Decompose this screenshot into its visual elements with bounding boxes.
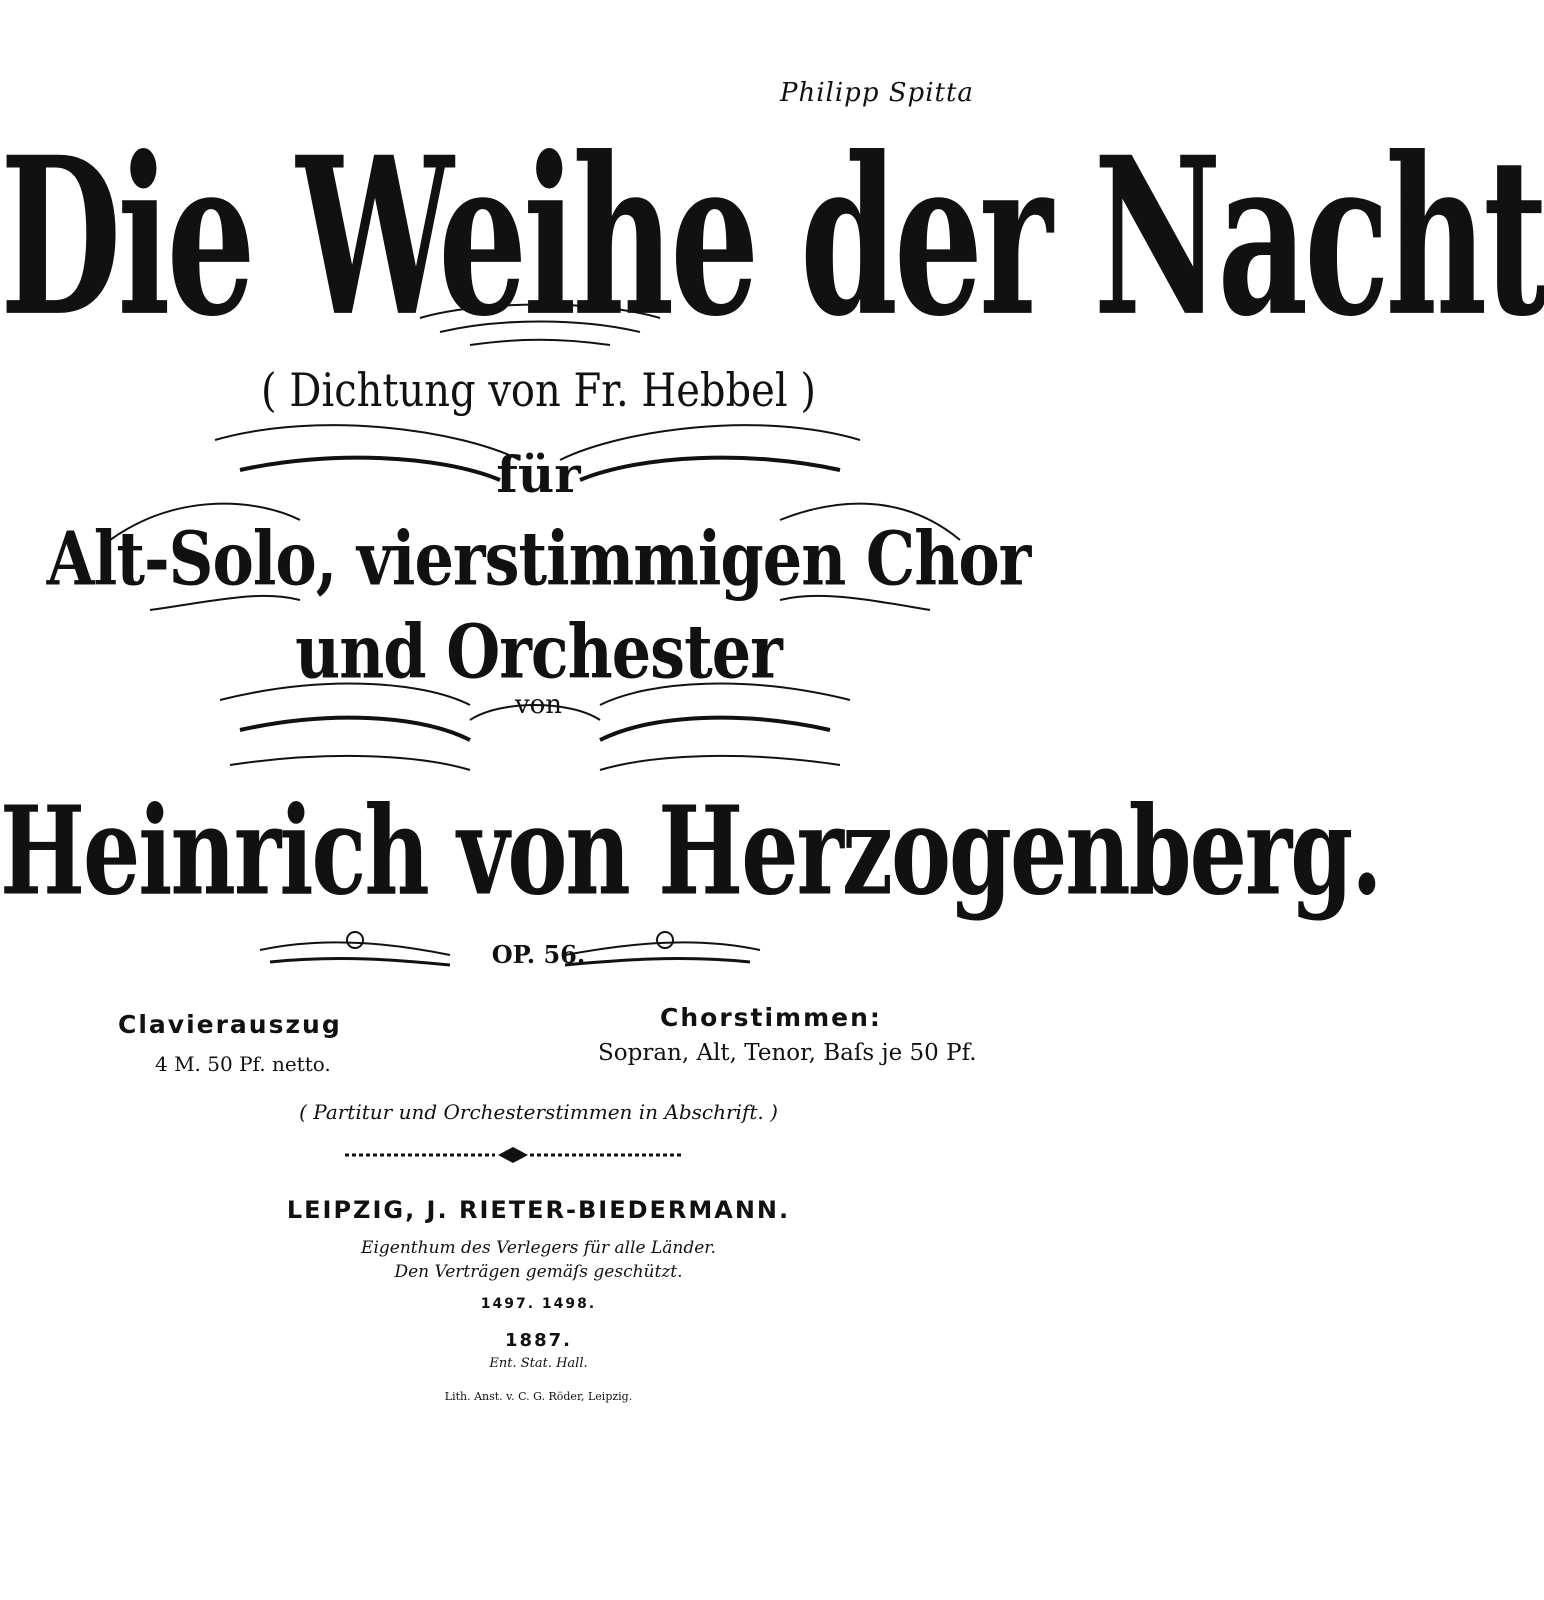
rights-line-2: Den Verträgen gemäſs geschützt. bbox=[394, 1262, 683, 1282]
choir-parts-label: Chorstimmen: bbox=[660, 1003, 882, 1032]
printer-credit: Lith. Anst. v. C. G. Röder, Leipzig. bbox=[444, 1390, 633, 1403]
for-label: für bbox=[496, 445, 581, 504]
piano-reduction-label: Clavierauszug bbox=[118, 1010, 342, 1039]
registration-note: Ent. Stat. Hall. bbox=[489, 1356, 588, 1371]
choir-parts-prices: Sopran, Alt, Tenor, Baſs je 50 Pf. bbox=[598, 1040, 977, 1066]
score-note: ( Partitur und Orchesterstimmen in Abschrift. ) bbox=[299, 1100, 778, 1124]
plate-numbers: 1497. 1498. bbox=[480, 1296, 597, 1312]
by-label: von bbox=[514, 690, 563, 720]
work-title: Die Weihe der Nacht bbox=[0, 111, 1544, 366]
handwritten-signature: Philipp Spitta bbox=[780, 78, 974, 108]
publisher-line: LEIPZIG, J. RIETER-BIEDERMANN. bbox=[286, 1196, 791, 1224]
rights-line-1: Eigenthum des Verlegers für alle Länder. bbox=[361, 1238, 716, 1258]
composer-name: Heinrich von Herzogenberg. bbox=[0, 780, 1381, 924]
publication-year: 1887. bbox=[505, 1330, 572, 1351]
subtitle-poet: ( Dichtung von Fr. Hebbel ) bbox=[261, 364, 816, 418]
piano-reduction-price: 4 M. 50 Pf. netto. bbox=[155, 1052, 331, 1076]
divider-rule bbox=[345, 1147, 682, 1163]
scoring-line-1: Alt-Solo, vierstimmigen Chor bbox=[46, 514, 1031, 603]
scoring-line-2: und Orchester bbox=[295, 607, 782, 696]
opus-number: OP. 56. bbox=[491, 940, 586, 969]
